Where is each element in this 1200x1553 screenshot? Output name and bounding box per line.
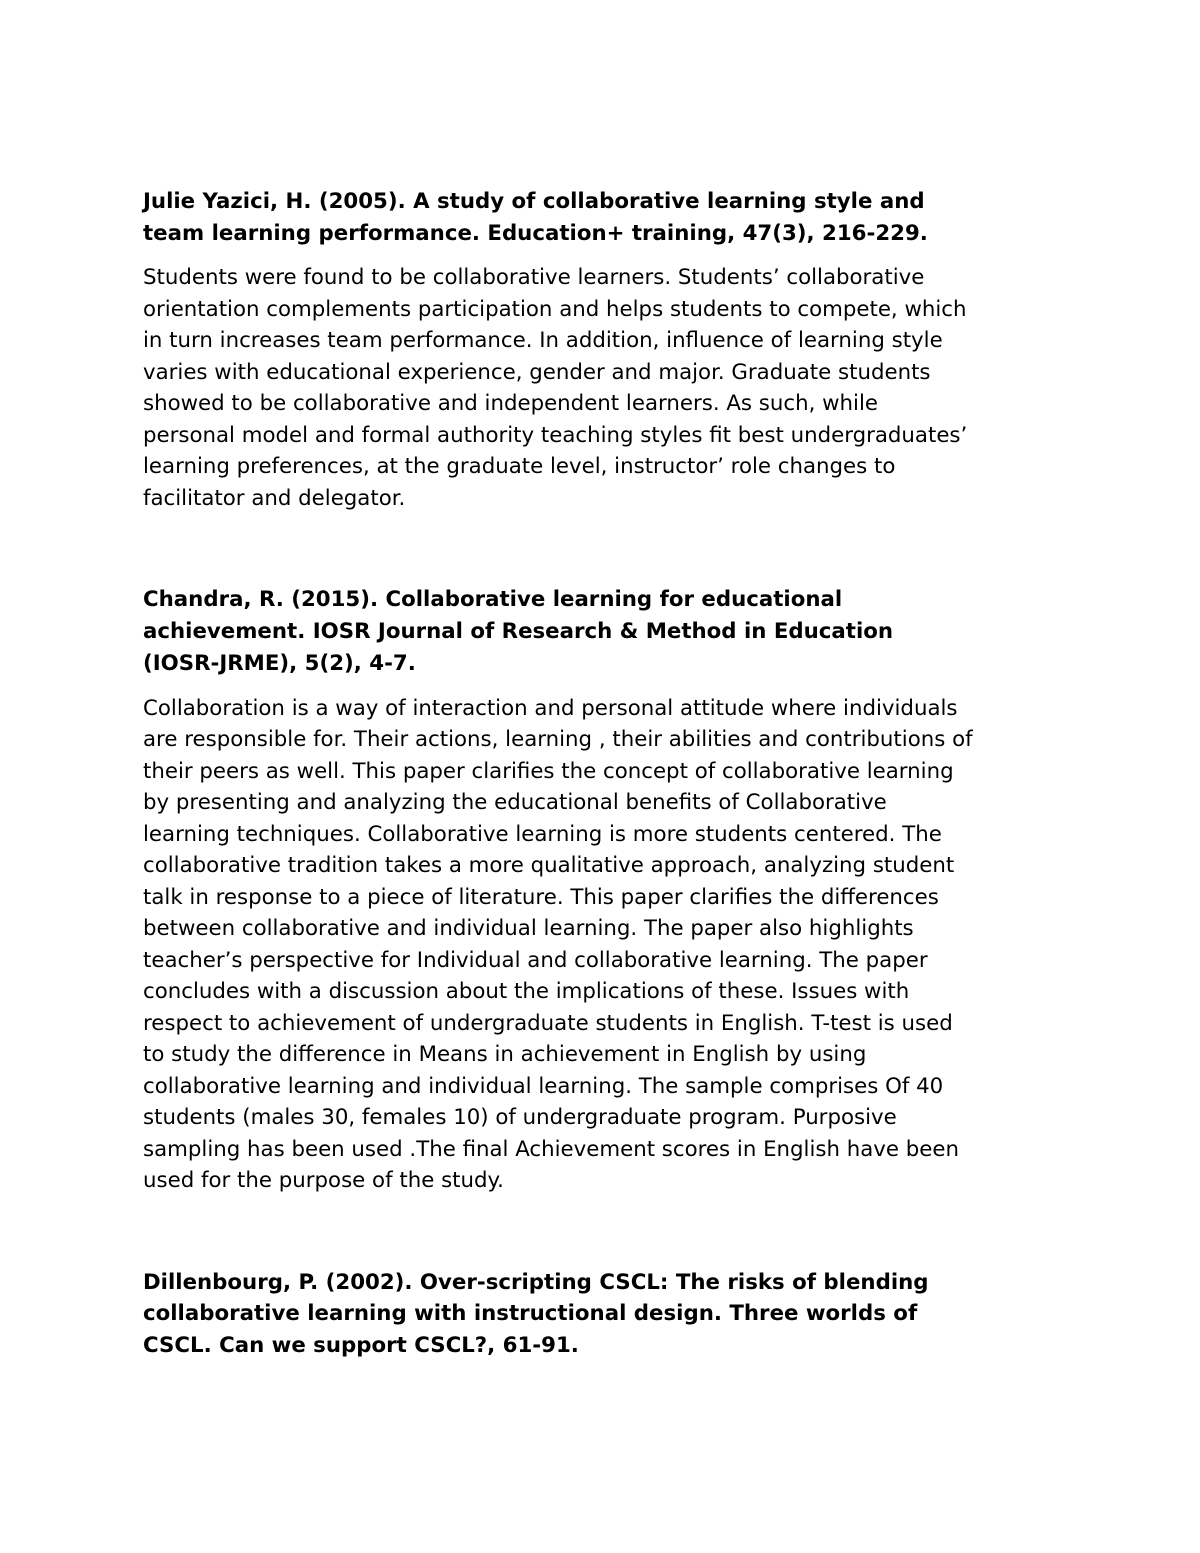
citation-line: Chandra, R. (2015). Collaborative learning for educational (143, 587, 843, 613)
summary-line: by presenting and analyzing the educational benefits of Collaborative (143, 790, 887, 816)
summary-line: learning techniques. Collaborative learning is more students centered. The (143, 821, 942, 847)
summary-line: collaborative learning and individual learning. The sample comprises Of 40 (143, 1073, 944, 1099)
reference-entry (143, 186, 1068, 514)
summary-paragraph (143, 693, 1068, 1197)
summary-line: between collaborative and individual learning. The paper also highlights (143, 916, 914, 942)
summary-line: orientation complements participation and helps students to compete, which (143, 296, 967, 322)
reference-entry (143, 1267, 1068, 1362)
citation-heading (143, 584, 1068, 679)
summary-line: varies with educational experience, gender and major. Graduate students (143, 359, 931, 385)
summary-line: Students were found to be collaborative learners. Students’ collaborative (143, 265, 925, 291)
summary-line: students (males 30, females 10) of undergraduate program. Purposive (143, 1105, 897, 1131)
citation-line: achievement. IOSR Journal of Research & Method in Education (143, 619, 894, 645)
summary-line: Collaboration is a way of interaction and personal attitude where individuals (143, 695, 958, 721)
citation-heading (143, 1267, 1068, 1362)
citation-heading (143, 186, 1068, 249)
citation-line: CSCL. Can we support CSCL?, 61-91. (143, 1332, 579, 1358)
summary-line: concludes with a discussion about the implications of these. Issues with (143, 979, 910, 1005)
summary-line: teacher’s perspective for Individual and collaborative learning. The paper (143, 947, 928, 973)
reference-entry (143, 584, 1068, 1196)
citation-line: (IOSR-JRME), 5(2), 4-7. (143, 650, 416, 676)
citation-line: Dillenbourg, P. (2002). Over-scripting CSCL: The risks of blending (143, 1269, 929, 1295)
summary-line: to study the difference in Means in achievement in English by using (143, 1042, 867, 1068)
citation-line: team learning performance. Education+ training, 47(3), 216-229. (143, 220, 928, 246)
summary-paragraph (143, 262, 1068, 514)
citation-line: Julie Yazici, H. (2005). A study of collaborative learning style and (143, 189, 925, 214)
summary-line: respect to achievement of undergraduate students in English. T-test is used (143, 1010, 953, 1036)
summary-line: learning preferences, at the graduate level, instructor’ role changes to (143, 454, 896, 480)
summary-line: personal model and formal authority teaching styles fit best undergraduates’ (143, 422, 968, 448)
document-body (143, 186, 1068, 1362)
summary-line: their peers as well. This paper clarifies the concept of collaborative learning (143, 758, 954, 784)
summary-line: talk in response to a piece of literature. This paper clarifies the differences (143, 884, 939, 910)
summary-line: are responsible for. Their actions, learning , their abilities and contributions of (143, 727, 973, 753)
summary-line: collaborative tradition takes a more qualitative approach, analyzing student (143, 853, 955, 879)
summary-line: in turn increases team performance. In addition, influence of learning style (143, 328, 943, 354)
summary-line: sampling has been used .The final Achievement scores in English have been (143, 1136, 959, 1162)
citation-line: collaborative learning with instructional design. Three worlds of (143, 1301, 918, 1327)
summary-line: used for the purpose of the study. (143, 1168, 504, 1194)
summary-line: facilitator and delegator. (143, 485, 406, 511)
summary-line: showed to be collaborative and independent learners. As such, while (143, 391, 878, 417)
